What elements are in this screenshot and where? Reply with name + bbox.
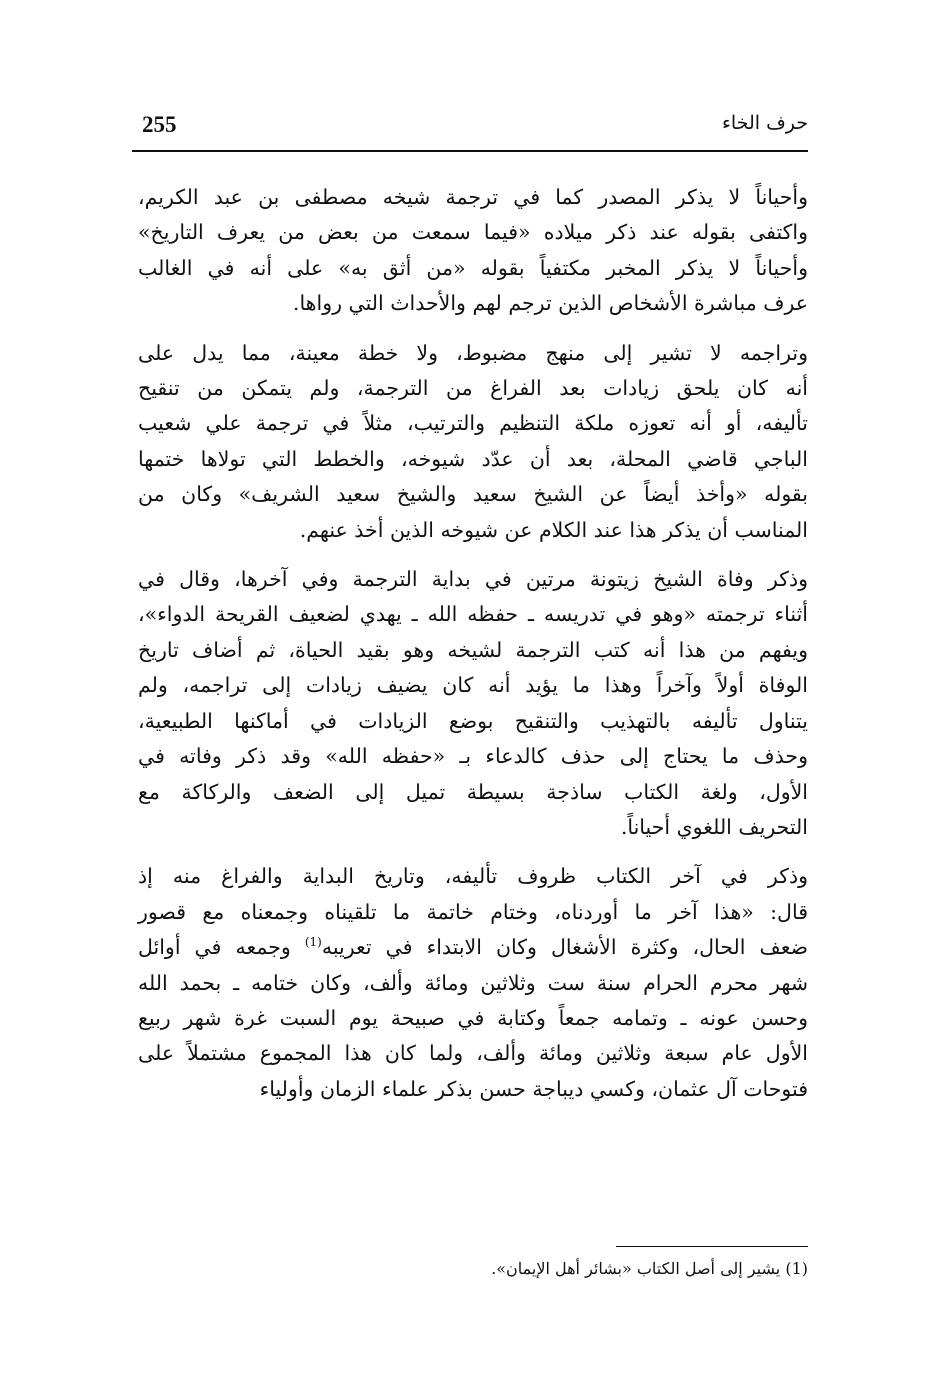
body-text	[138, 180, 808, 1121]
text-line: المناسب أن يذكر هذا عند الكلام عن شيوخه الذين أخذ عنهم.	[299, 517, 808, 542]
paragraph	[138, 180, 808, 322]
text-line: الباجي قاضي المحلة، بعد أن عدّد شيوخه، والخطط التي تولاها ختمها	[138, 446, 808, 471]
text-line: الأول عام سبعة وثلاثين ومائة وألف، ولما كان هذا المجموع مشتملاً على	[138, 1041, 808, 1066]
footnote-reference: (1)	[304, 935, 322, 950]
text-line: عرف مباشرة الأشخاص الذين ترجم لهم والأحداث التي رواها.	[292, 291, 808, 316]
text-line: أثناء ترجمته «وهو في تدريسه ـ حفظه الله ـ يهدي لضعيف القريحة الدواء»،	[138, 602, 808, 627]
page-header	[132, 108, 808, 146]
text-line: تأليفه، أو أنه تعوزه ملكة التنظيم والترتيب، مثلاً في ترجمة علي شعيب	[138, 411, 808, 436]
text-line: أنه كان يلحق زيادات بعد الفراغ من الترجمة، ولم يتمكن من تنقيح	[138, 376, 808, 401]
text-line: وحسن عونه ـ وتمامه جمعاً وكتابة في صبيحة يوم السبت غرة شهر ربيع	[138, 1005, 808, 1030]
text-line: ضعف الحال، وكثرة الأشغال وكان الابتداء في تعريبه$^{(1)}$ وجمعه في أوائل	[138, 935, 808, 960]
text-line: فتوحات آل عثمان، وكسي ديباجة حسن بذكر علماء الزمان وأولياء	[259, 1076, 808, 1101]
text-line: وتراجمه لا تشير إلى منهج مضبوط، ولا خطة معينة، مما يدل على	[138, 340, 808, 365]
text-line: بقوله «وأخذ أيضاً عن الشيخ سعيد والشيخ سعيد الشريف» وكان من	[138, 482, 808, 507]
text-line: وذكر في آخر الكتاب ظروف تأليفه، وتاريخ البداية والفراغ منه إذ	[138, 864, 808, 889]
running-title: حرف الخاء	[721, 112, 808, 134]
text-line: يتناول تأليفه بالتهذيب والتنقيح بوضع الزيادات في أماكنها الطبيعية،	[138, 708, 808, 733]
paragraph	[138, 562, 808, 845]
paragraph	[138, 859, 808, 1107]
text-line: الأول، ولغة الكتاب ساذجة بسيطة تميل إلى الضعف والركاكة مع	[138, 779, 808, 804]
header-rule	[132, 150, 808, 152]
text-line: واكتفى بقوله عند ذكر ميلاده «فيما سمعت من بعض من يعرف التاريخ»	[138, 220, 808, 245]
text-line: وحذف ما يحتاج إلى حذف كالدعاء بـ «حفظه الله» وقد ذكر وفاته في	[138, 744, 808, 769]
footnote	[491, 1256, 808, 1282]
text-line: وذكر وفاة الشيخ زيتونة مرتين في بداية الترجمة وفي آخرها، وقال في	[138, 567, 808, 592]
text-line: قال: «هذا آخر ما أوردناه، وختام خاتمة ما تلقيناه وجمعناه مع قصور	[138, 899, 808, 924]
footnote-rule	[616, 1246, 808, 1247]
footnote-marker: (1)	[785, 1259, 808, 1278]
text-line: الوفاة أولاً وآخراً وهذا ما يؤيد أنه كان يضيف زيادات إلى تراجمه، ولم	[138, 673, 808, 698]
paragraph	[138, 336, 808, 548]
text-line: شهر محرم الحرام سنة ست وثلاثين ومائة وألف، وكان ختامه ـ بحمد الله	[138, 970, 808, 995]
text-line: التحريف اللغوي أحياناً.	[620, 814, 808, 839]
text-line: وأحياناً لا يذكر المخبر مكتفياً بقوله «من أثق به» على أنه في الغالب	[138, 255, 808, 280]
footnote-text: يشير إلى أصل الكتاب «بشائر أهل الإيمان».	[491, 1259, 781, 1278]
text-line: ويفهم من هذا أنه كتب الترجمة لشيخه وهو بقيد الحياة، ثم أضاف تاريخ	[138, 637, 808, 662]
page-number: 255	[142, 112, 177, 137]
text-line: وأحياناً لا يذكر المصدر كما في ترجمة شيخه مصطفى بن عبد الكريم،	[138, 185, 808, 209]
